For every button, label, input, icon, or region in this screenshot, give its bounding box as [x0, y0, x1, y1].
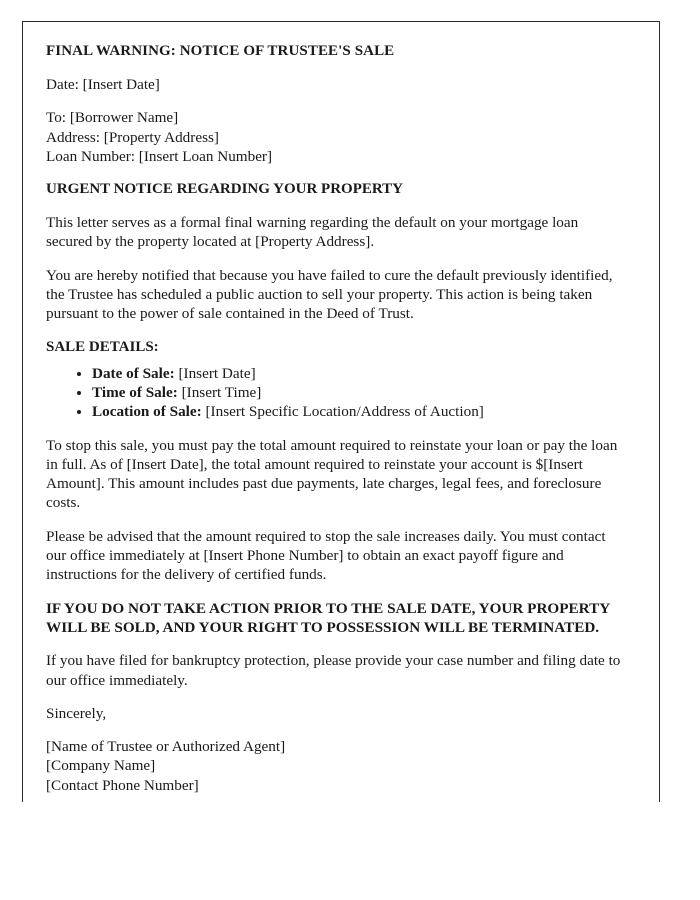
sale-details-heading: SALE DETAILS:: [46, 338, 159, 355]
sale-location-value: [Insert Specific Location/Address of Auction]: [205, 403, 484, 421]
paragraph-reinstatement: To stop this sale, you must pay the total amount required to reinstate your loan or pay the loan in full. As of [Insert Date], the total amount required to reinstate your account is $[Insert Amount]. This amount includes past due payments, late charges, legal fees, and foreclosure costs.: [46, 436, 618, 512]
spacer: [46, 585, 624, 599]
closing-salutation: Sincerely,: [46, 704, 107, 722]
paragraph-payoff-contact: Please be advised that the amount required to stop the sale increases daily. You must contact our office immediately at [Insert Phone Number] to obtain an exact payoff figure and instructions for the delivery of certified funds.: [46, 527, 606, 584]
paragraph-intro: This letter serves as a formal final warning regarding the default on your mortgage loan secured by the property located at [Property Address].: [46, 214, 579, 251]
signature-phone: [Contact Phone Number]: [46, 776, 199, 794]
spacer: [46, 690, 624, 704]
signature-block: [46, 737, 624, 795]
spacer: [46, 513, 624, 527]
sale-time-label: Time of Sale:: [92, 383, 178, 401]
signature-name: [Name of Trustee or Authorized Agent]: [46, 738, 286, 756]
list-item: [92, 364, 624, 383]
spacer: [46, 637, 624, 651]
list-item: [92, 402, 624, 421]
document-body: [46, 42, 624, 795]
spacer: [46, 252, 624, 266]
spacer: [46, 357, 624, 364]
sale-time-value: [Insert Time]: [181, 383, 262, 401]
recipient-address: Address: [Property Address]: [46, 128, 219, 146]
spacer: [46, 723, 624, 737]
sale-date-label: Date of Sale:: [92, 364, 175, 382]
recipient-loan-number: Loan Number: [Insert Loan Number]: [46, 147, 273, 165]
sale-date-value: [Insert Date]: [178, 364, 256, 382]
sale-location-label: Location of Sale:: [92, 403, 202, 421]
spacer: [46, 199, 624, 213]
page-title: FINAL WARNING: NOTICE OF TRUSTEE'S SALE: [46, 43, 395, 59]
urgent-notice-heading: URGENT NOTICE REGARDING YOUR PROPERTY: [46, 181, 404, 198]
signature-company: [Company Name]: [46, 757, 156, 775]
spacer: [46, 166, 624, 180]
list-item: [92, 383, 624, 402]
spacer: [46, 422, 624, 436]
warning-statement: IF YOU DO NOT TAKE ACTION PRIOR TO THE SALE DATE, YOUR PROPERTY WILL BE SOLD, AND YOUR RIGHT TO POSSESSION WILL BE TERMINATED.: [46, 599, 610, 636]
recipient-block: [46, 108, 624, 166]
recipient-to: To: [Borrower Name]: [46, 109, 179, 127]
sale-details-list: [46, 364, 624, 422]
paragraph-bankruptcy: If you have filed for bankruptcy protection, please provide your case number and filing date to our office immediately.: [46, 652, 621, 689]
spacer: [46, 94, 624, 108]
document-page: [22, 21, 660, 802]
spacer: [46, 60, 624, 75]
spacer: [46, 324, 624, 338]
date-line: Date: [Insert Date]: [46, 76, 160, 93]
paragraph-notification: You are hereby notified that because you have failed to cure the default previously identified, the Trustee has scheduled a public auction to sell your property. This action is being taken pursuant to the power of sale contained in the Deed of Trust.: [46, 266, 613, 323]
